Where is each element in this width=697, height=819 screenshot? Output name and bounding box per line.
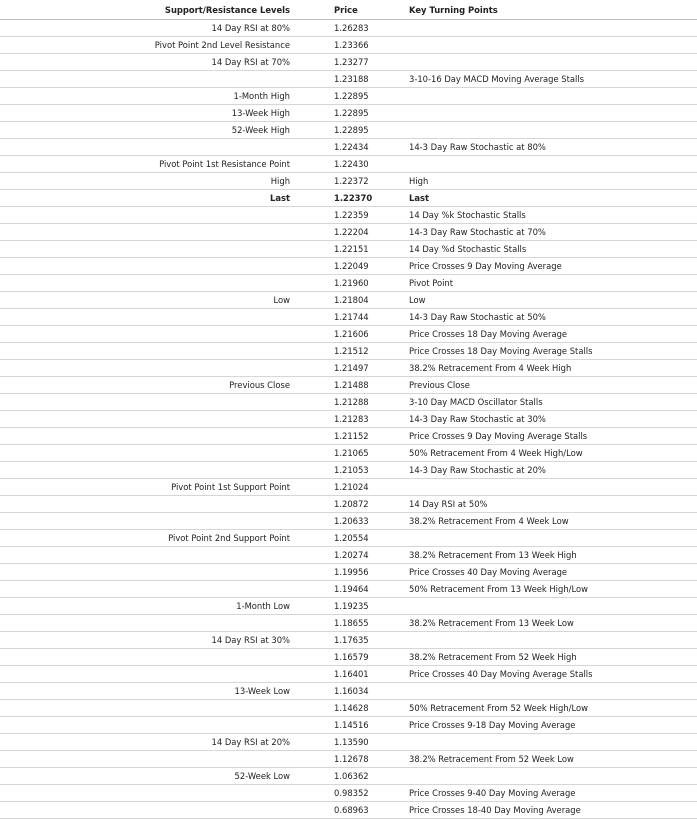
turning-point-cell: 50% Retracement From 4 Week High/Low <box>394 445 697 462</box>
turning-point-cell: Price Crosses 40 Day Moving Average Stalls <box>394 666 697 683</box>
table-row <box>0 360 697 377</box>
price-cell: 1.16579 <box>294 649 394 666</box>
price-cell: 1.22151 <box>294 241 394 258</box>
level-cell <box>0 309 294 326</box>
table-row <box>0 343 697 360</box>
level-cell: 14 Day RSI at 70% <box>0 54 294 71</box>
table-row <box>0 649 697 666</box>
price-cell: 1.13590 <box>294 734 394 751</box>
table-row <box>0 241 697 258</box>
price-cell: 1.22372 <box>294 173 394 190</box>
table-row <box>0 377 697 394</box>
price-cell: 1.21497 <box>294 360 394 377</box>
price-cell: 1.21512 <box>294 343 394 360</box>
table-row <box>0 768 697 785</box>
turning-point-cell <box>394 598 697 615</box>
turning-point-cell <box>394 479 697 496</box>
level-cell <box>0 445 294 462</box>
table-row <box>0 598 697 615</box>
turning-point-cell: Price Crosses 18 Day Moving Average <box>394 326 697 343</box>
turning-point-cell: 14-3 Day Raw Stochastic at 80% <box>394 139 697 156</box>
level-cell <box>0 496 294 513</box>
turning-point-cell: Price Crosses 9 Day Moving Average Stalls <box>394 428 697 445</box>
price-cell: 1.21065 <box>294 445 394 462</box>
turning-point-cell <box>394 632 697 649</box>
turning-point-cell: 14 Day %k Stochastic Stalls <box>394 207 697 224</box>
turning-point-cell: Pivot Point <box>394 275 697 292</box>
price-cell: 1.16401 <box>294 666 394 683</box>
level-cell <box>0 666 294 683</box>
level-cell: Pivot Point 1st Support Point <box>0 479 294 496</box>
table-row <box>0 394 697 411</box>
table-row <box>0 564 697 581</box>
table-row <box>0 700 697 717</box>
level-cell <box>0 394 294 411</box>
level-cell <box>0 564 294 581</box>
turning-point-cell: 3-10 Day MACD Oscillator Stalls <box>394 394 697 411</box>
price-cell: 1.18655 <box>294 615 394 632</box>
price-cell: 1.23277 <box>294 54 394 71</box>
turning-point-cell <box>394 37 697 54</box>
table-row <box>0 445 697 462</box>
table-row <box>0 122 697 139</box>
price-cell: 1.20633 <box>294 513 394 530</box>
turning-point-cell: 38.2% Retracement From 13 Week Low <box>394 615 697 632</box>
price-cell: 1.21152 <box>294 428 394 445</box>
price-cell: 1.21283 <box>294 411 394 428</box>
price-cell: 1.22049 <box>294 258 394 275</box>
level-cell <box>0 615 294 632</box>
level-cell <box>0 224 294 241</box>
price-cell: 1.22895 <box>294 122 394 139</box>
level-cell <box>0 462 294 479</box>
level-cell: 13-Week Low <box>0 683 294 700</box>
price-cell: 1.12678 <box>294 751 394 768</box>
table-row <box>0 734 697 751</box>
turning-point-cell <box>394 88 697 105</box>
table-row <box>0 71 697 88</box>
level-cell <box>0 581 294 598</box>
level-cell: 13-Week High <box>0 105 294 122</box>
turning-point-cell <box>394 530 697 547</box>
turning-point-cell: 38.2% Retracement From 52 Week High <box>394 649 697 666</box>
level-cell: 1-Month High <box>0 88 294 105</box>
header-key-turning-points: Key Turning Points <box>394 2 697 20</box>
turning-point-cell: 38.2% Retracement From 4 Week High <box>394 360 697 377</box>
table-row <box>0 785 697 802</box>
turning-point-cell: 50% Retracement From 52 Week High/Low <box>394 700 697 717</box>
level-cell <box>0 343 294 360</box>
level-cell <box>0 71 294 88</box>
turning-point-cell: 14 Day RSI at 50% <box>394 496 697 513</box>
table-row <box>0 224 697 241</box>
price-cell: 1.21024 <box>294 479 394 496</box>
level-cell <box>0 649 294 666</box>
price-cell: 1.19956 <box>294 564 394 581</box>
turning-point-cell: 14 Day %d Stochastic Stalls <box>394 241 697 258</box>
table-row <box>0 632 697 649</box>
table-row <box>0 428 697 445</box>
turning-point-cell <box>394 734 697 751</box>
header-price: Price <box>294 2 394 20</box>
level-cell: High <box>0 173 294 190</box>
table-row <box>0 615 697 632</box>
price-cell: 1.22359 <box>294 207 394 224</box>
price-cell: 1.22895 <box>294 88 394 105</box>
table-row <box>0 462 697 479</box>
turning-point-cell: Low <box>394 292 697 309</box>
price-cell: 1.17635 <box>294 632 394 649</box>
price-cell: 1.21606 <box>294 326 394 343</box>
turning-point-cell <box>394 20 697 37</box>
turning-point-cell <box>394 683 697 700</box>
table-row <box>0 105 697 122</box>
turning-point-cell: Price Crosses 9-18 Day Moving Average <box>394 717 697 734</box>
table-row <box>0 20 697 37</box>
level-cell: Pivot Point 2nd Support Point <box>0 530 294 547</box>
level-cell <box>0 751 294 768</box>
price-cell: 1.19464 <box>294 581 394 598</box>
table-row <box>0 309 697 326</box>
table-row <box>0 666 697 683</box>
turning-point-cell: Price Crosses 18 Day Moving Average Stalls <box>394 343 697 360</box>
table-row <box>0 479 697 496</box>
turning-point-cell: 38.2% Retracement From 4 Week Low <box>394 513 697 530</box>
level-cell <box>0 258 294 275</box>
level-cell: 52-Week Low <box>0 768 294 785</box>
turning-point-cell: 14-3 Day Raw Stochastic at 70% <box>394 224 697 241</box>
level-cell <box>0 241 294 258</box>
turning-point-cell <box>394 768 697 785</box>
price-cell: 1.26283 <box>294 20 394 37</box>
header-support-resistance: Support/Resistance Levels <box>0 2 294 20</box>
level-cell <box>0 802 294 819</box>
table-row <box>0 411 697 428</box>
level-cell <box>0 207 294 224</box>
table-row <box>0 156 697 173</box>
turning-point-cell: 14-3 Day Raw Stochastic at 50% <box>394 309 697 326</box>
header-row <box>0 2 697 20</box>
level-cell: Last <box>0 190 294 207</box>
table-row <box>0 139 697 156</box>
level-cell: 52-Week High <box>0 122 294 139</box>
turning-point-cell: 38.2% Retracement From 13 Week High <box>394 547 697 564</box>
price-cell: 1.16034 <box>294 683 394 700</box>
turning-point-cell: Last <box>394 190 697 207</box>
price-cell: 1.21288 <box>294 394 394 411</box>
turning-point-cell: Price Crosses 40 Day Moving Average <box>394 564 697 581</box>
price-cell: 1.22370 <box>294 190 394 207</box>
price-cell: 1.20274 <box>294 547 394 564</box>
turning-point-cell <box>394 122 697 139</box>
level-cell <box>0 513 294 530</box>
turning-point-cell: High <box>394 173 697 190</box>
level-cell: 1-Month Low <box>0 598 294 615</box>
level-cell <box>0 717 294 734</box>
level-cell: Pivot Point 2nd Level Resistance <box>0 37 294 54</box>
turning-point-cell <box>394 156 697 173</box>
table-row <box>0 496 697 513</box>
price-cell: 1.22895 <box>294 105 394 122</box>
table-row <box>0 513 697 530</box>
table-row <box>0 275 697 292</box>
turning-point-cell: 50% Retracement From 13 Week High/Low <box>394 581 697 598</box>
level-cell: Previous Close <box>0 377 294 394</box>
table-row <box>0 751 697 768</box>
price-cell: 1.14516 <box>294 717 394 734</box>
level-cell: Pivot Point 1st Resistance Point <box>0 156 294 173</box>
table-row <box>0 683 697 700</box>
table-row <box>0 37 697 54</box>
turning-point-cell: Price Crosses 9 Day Moving Average <box>394 258 697 275</box>
level-cell <box>0 785 294 802</box>
price-cell: 1.14628 <box>294 700 394 717</box>
price-cell: 1.22204 <box>294 224 394 241</box>
turning-point-cell: Price Crosses 9-40 Day Moving Average <box>394 785 697 802</box>
level-cell <box>0 700 294 717</box>
price-cell: 1.21488 <box>294 377 394 394</box>
level-cell <box>0 428 294 445</box>
turning-point-cell: Previous Close <box>394 377 697 394</box>
level-cell <box>0 139 294 156</box>
level-cell <box>0 360 294 377</box>
table-row <box>0 258 697 275</box>
price-cell: 1.20872 <box>294 496 394 513</box>
turning-point-cell <box>394 105 697 122</box>
turning-point-cell: Price Crosses 18-40 Day Moving Average <box>394 802 697 819</box>
turning-point-cell: 3-10-16 Day MACD Moving Average Stalls <box>394 71 697 88</box>
level-cell: Low <box>0 292 294 309</box>
level-cell <box>0 275 294 292</box>
price-cell: 1.23366 <box>294 37 394 54</box>
table-row <box>0 802 697 819</box>
level-cell <box>0 326 294 343</box>
turning-point-cell: 38.2% Retracement From 52 Week Low <box>394 751 697 768</box>
price-cell: 1.21053 <box>294 462 394 479</box>
price-cell: 1.06362 <box>294 768 394 785</box>
table-row <box>0 88 697 105</box>
price-cell: 0.68963 <box>294 802 394 819</box>
price-cell: 1.21804 <box>294 292 394 309</box>
table-row <box>0 581 697 598</box>
price-cell: 1.22434 <box>294 139 394 156</box>
turning-point-cell: 14-3 Day Raw Stochastic at 20% <box>394 462 697 479</box>
price-cell: 1.19235 <box>294 598 394 615</box>
level-cell: 14 Day RSI at 80% <box>0 20 294 37</box>
turning-point-cell <box>394 54 697 71</box>
price-cell: 0.98352 <box>294 785 394 802</box>
level-cell <box>0 547 294 564</box>
table-row <box>0 54 697 71</box>
table-row <box>0 547 697 564</box>
level-cell <box>0 411 294 428</box>
price-cell: 1.22430 <box>294 156 394 173</box>
table-row <box>0 292 697 309</box>
table-row <box>0 530 697 547</box>
table-row <box>0 326 697 343</box>
price-cell: 1.21744 <box>294 309 394 326</box>
turning-point-cell: 14-3 Day Raw Stochastic at 30% <box>394 411 697 428</box>
level-cell: 14 Day RSI at 20% <box>0 734 294 751</box>
table-row <box>0 717 697 734</box>
price-cell: 1.20554 <box>294 530 394 547</box>
turning-points-table <box>0 2 697 819</box>
table-row <box>0 190 697 207</box>
table-row <box>0 207 697 224</box>
price-cell: 1.23188 <box>294 71 394 88</box>
price-cell: 1.21960 <box>294 275 394 292</box>
level-cell: 14 Day RSI at 30% <box>0 632 294 649</box>
table-row <box>0 173 697 190</box>
